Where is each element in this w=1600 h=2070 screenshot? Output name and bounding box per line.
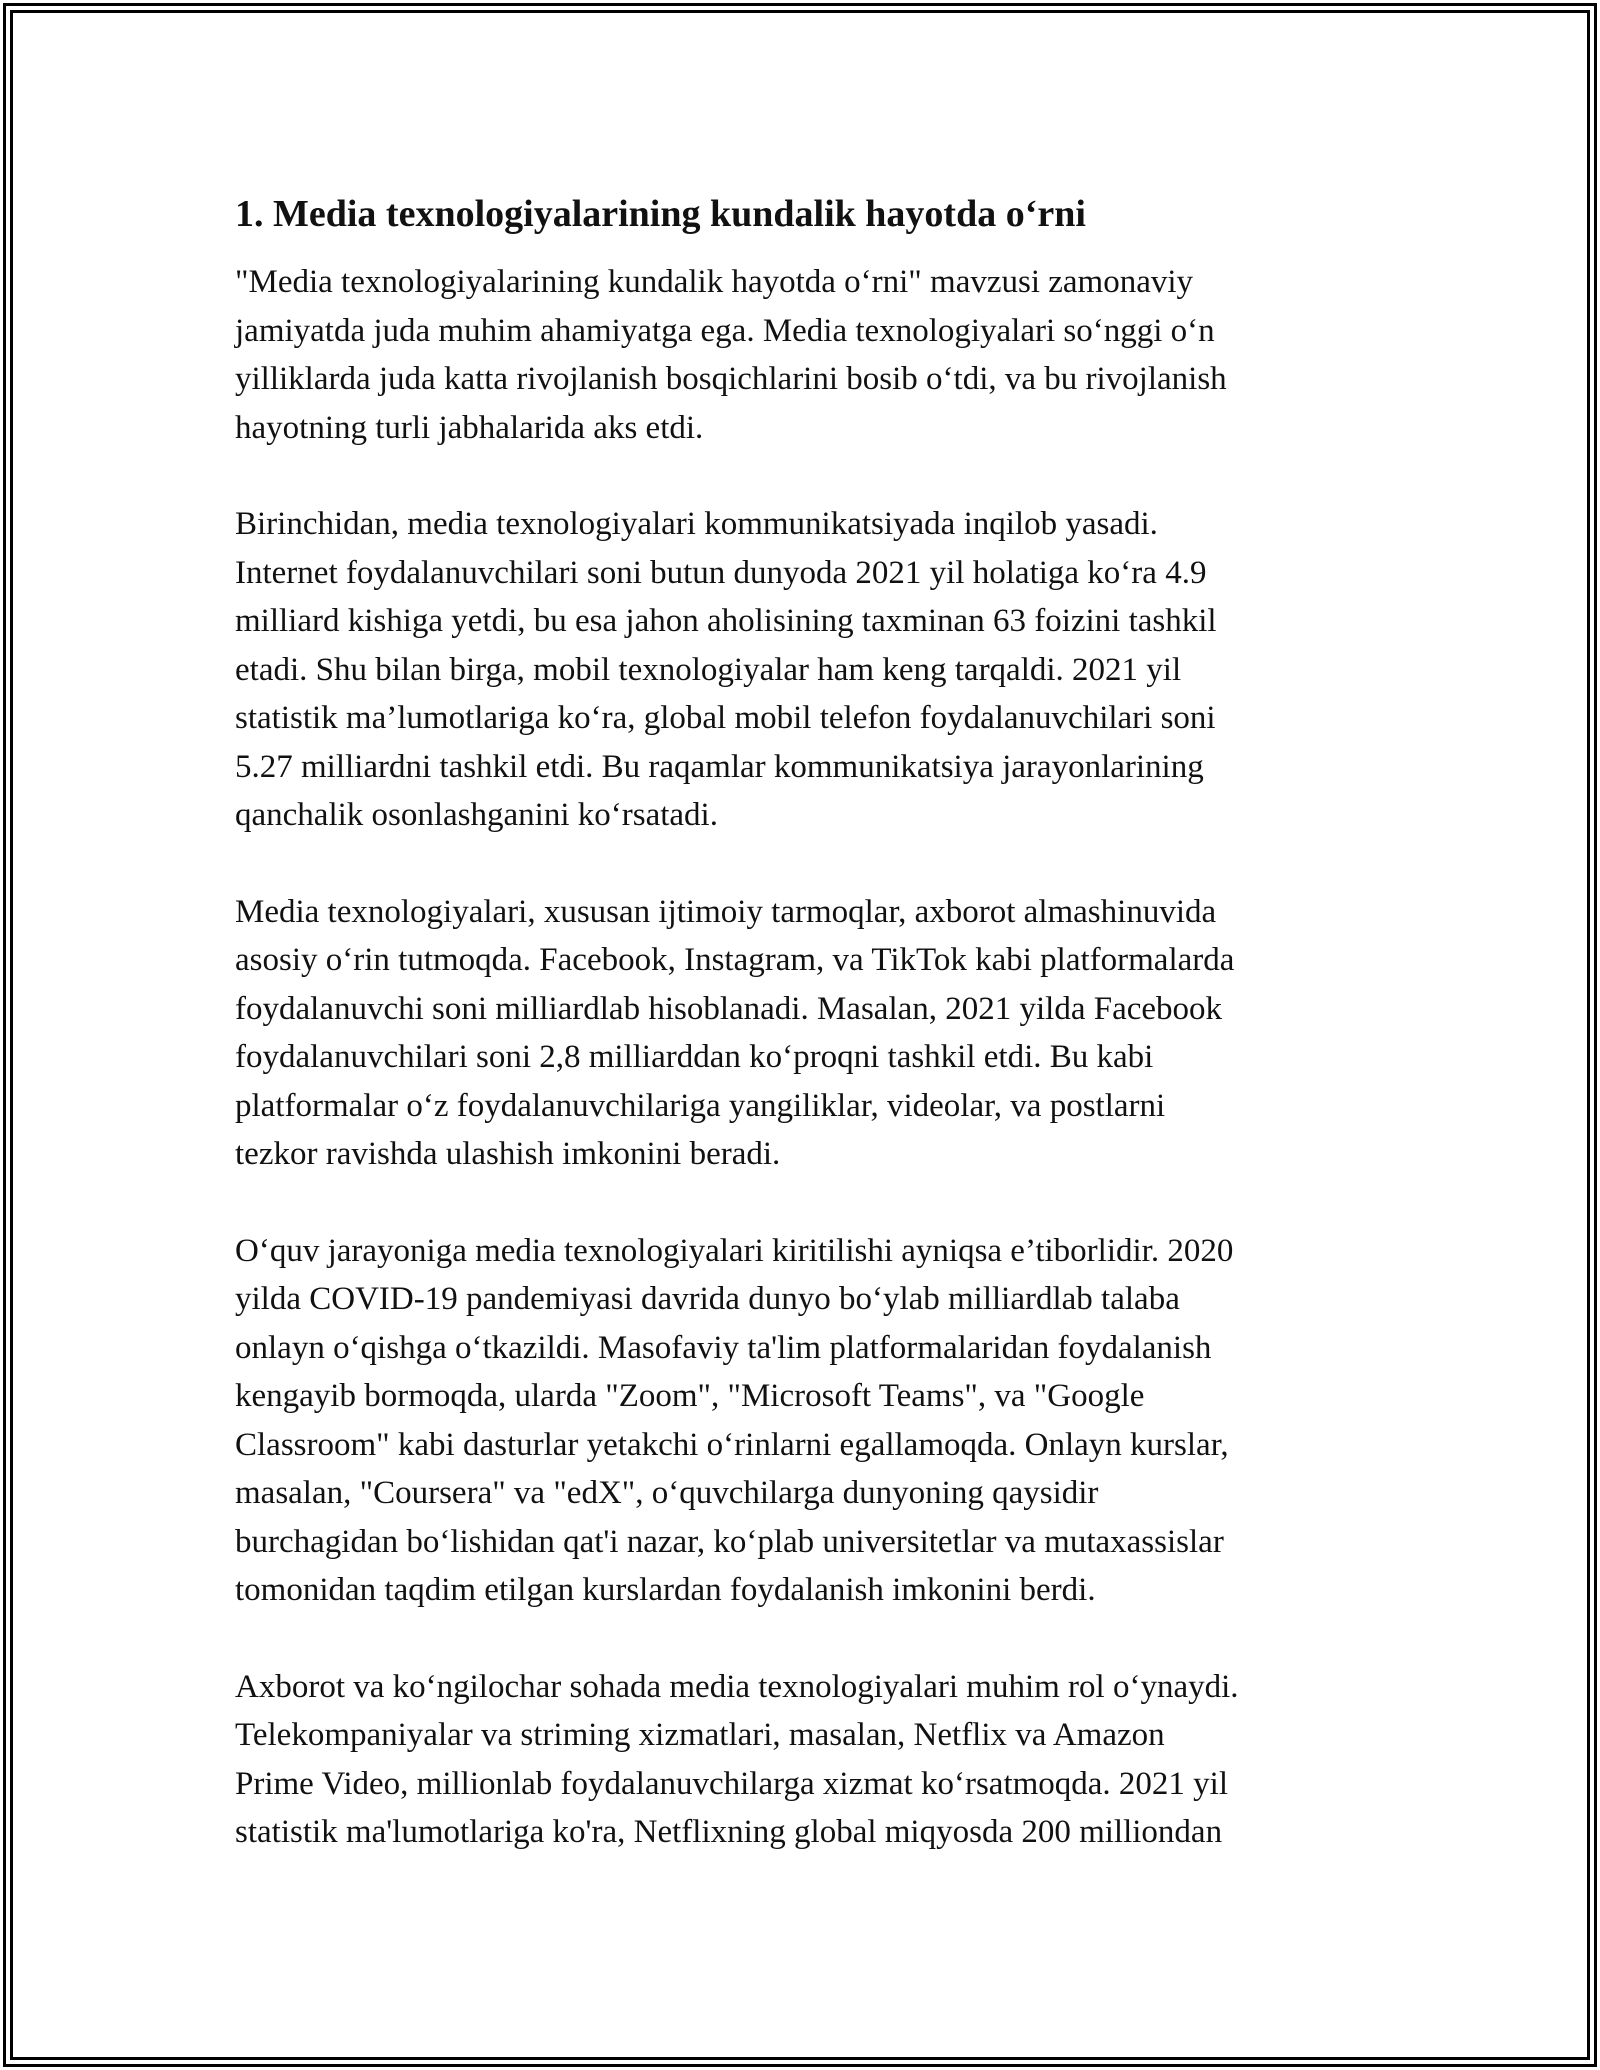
paragraph-intro: "Media texnologiyalarining kundalik hayotda o‘rni" mavzusi zamonaviy jamiyatda juda muhim ahamiyatga ega. Media texnologiyalari so‘nggi o‘n yilliklarda juda katta rivojlanish bosqichlarini bosib o‘tdi, va bu rivojlanish hayotning turli jabhalarida aks etdi. — [235, 264, 1227, 446]
document-body — [235, 188, 1375, 1905]
paragraph-communication: Birinchidan, media texnologiyalari kommunikatsiyada inqilob yasadi. Internet foydalanuvchilari soni butun dunyoda 2021 yil holatiga ko‘ra 4.9 milliard kishiga yetdi, bu esa jahon aholisining taxminan 63 foizini tashkil etadi. Shu bilan birga, mobil texnologiyalar ham keng tarqaldi. 2021 yil statistik ma’lumotlariga ko‘ra, global mobil telefon foydalanuvchilari soni 5.27 milliardni tashkil etdi. Bu raqamlar kommunikatsiya jarayonlarining qanchalik osonlashganini ko‘rsatadi. — [235, 506, 1217, 833]
paragraph-entertainment: Axborot va ko‘ngilochar sohada media texnologiyalari muhim rol o‘ynaydi. Telekompaniyalar va striming xizmatlari, masalan, Netflix va Amazon Prime Video, millionlab foydalanuvchilarga xizmat ko‘rsatmoqda. 2021 yil statistik ma'lumotlariga ko'ra, Netflixning global miqyosda 200 milliondan — [235, 1668, 1239, 1850]
section-heading: 1. Media texnologiyalarining kundalik hayotda o‘rni — [235, 193, 1086, 235]
paragraph-social-networks: Media texnologiyalari, xususan ijtimoiy tarmoqlar, axborot almashinuvida asosiy o‘rin tutmoqda. Facebook, Instagram, va TikTok kabi platformalarda foydalanuvchi soni milliardlab hisoblanadi. Masalan, 2021 yilda Facebook foydalanuvchilari soni 2,8 milliarddan ko‘proqni tashkil etdi. Bu kabi platformalar o‘z foydalanuvchilariga yangiliklar, videolar, va postlarni tezkor ravishda ulashish imkonini beradi. — [235, 893, 1235, 1172]
paragraph-education: O‘quv jarayoniga media texnologiyalari kiritilishi ayniqsa e’tiborlidir. 2020 yilda COVID-19 pandemiyasi davrida dunyo bo‘ylab milliardlab talaba onlayn o‘qishga o‘tkazildi. Masofaviy ta'lim platformalaridan foydalanish kengayib bormoqda, ularda "Zoom", "Microsoft Teams", va "Google Classroom" kabi dasturlar yetakchi o‘rinlarni egallamoqda. Onlayn kurslar, masalan, "Coursera" va "edX", o‘quvchilarga dunyoning qaysidir burchagidan bo‘lishidan qat'i nazar, ko‘plab universitetlar va mutaxassislar tomonidan taqdim etilgan kurslardan foydalanish imkonini berdi. — [235, 1232, 1234, 1608]
